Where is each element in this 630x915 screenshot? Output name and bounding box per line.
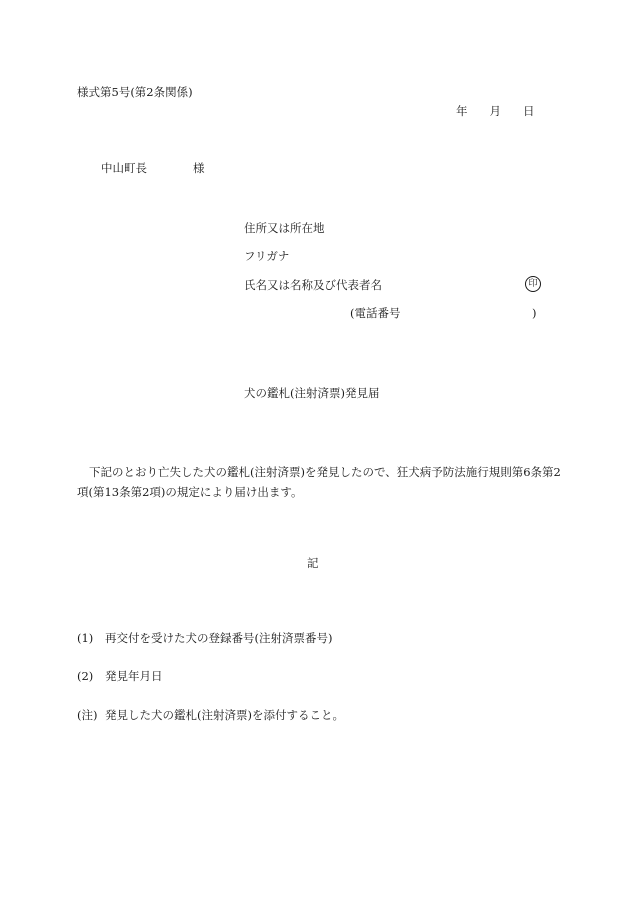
- address-label: 住所又は所在地: [244, 221, 325, 235]
- name-label: 氏名又は名称及び代表者名: [244, 278, 382, 292]
- phone-line: [350, 306, 537, 321]
- item-text: 再交付を受けた犬の登録番号(注射済票番号): [105, 631, 333, 645]
- document-title: 犬の鑑札(注射済票)発見届: [244, 386, 380, 400]
- phone-label: (電話番号: [350, 306, 401, 320]
- list-item: [77, 632, 332, 646]
- addressee: [101, 162, 205, 176]
- addressee-name: 中山町長: [101, 161, 147, 175]
- form-number: 様式第5号(第2条関係): [77, 85, 193, 99]
- seal-mark: 印: [525, 276, 541, 292]
- note-item: [77, 709, 344, 723]
- phone-close-paren: ): [532, 306, 537, 320]
- addressee-honorific: 様: [193, 161, 205, 175]
- date-year-label: 年: [456, 104, 468, 118]
- item-text: 発見年月日: [105, 669, 163, 683]
- date-line: [456, 105, 535, 119]
- item-number: (2): [77, 669, 94, 683]
- body-paragraph: 下記のとおり亡失した犬の鑑札(注射済票)を発見したので、狂犬病予防法施行規則第6条第2項(第13条第2項)の規定により届け出ます。: [77, 465, 561, 499]
- list-item: [77, 670, 163, 684]
- furigana-label: フリガナ: [244, 249, 290, 263]
- item-number: (1): [77, 631, 94, 645]
- ki-heading: 記: [307, 556, 319, 570]
- body-text: [77, 462, 562, 502]
- date-day-label: 日: [523, 104, 535, 118]
- note-text: 発見した犬の鑑札(注射済票)を添付すること。: [105, 708, 344, 722]
- note-number: (注): [77, 708, 98, 722]
- date-month-label: 月: [489, 104, 501, 118]
